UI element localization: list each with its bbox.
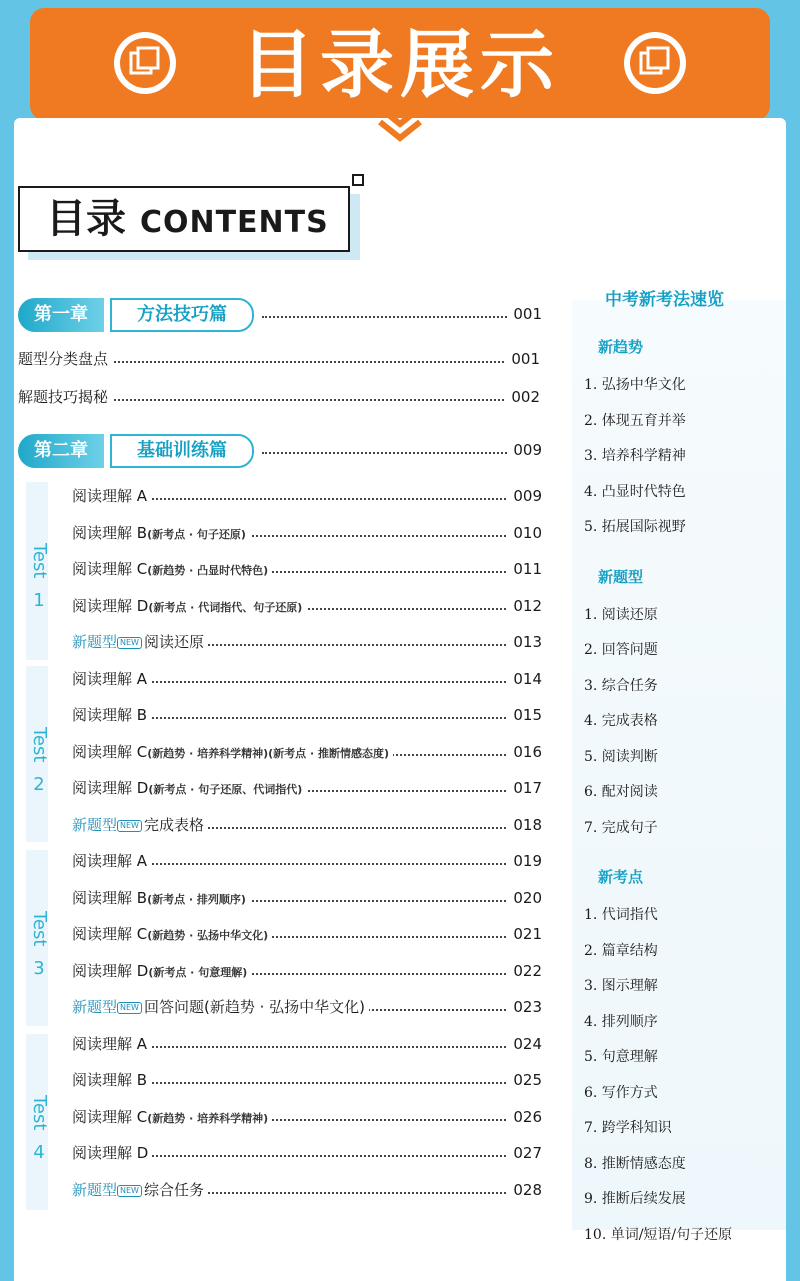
toc-row-page: 027 — [507, 1140, 542, 1166]
chapter-pill: 第一章 — [18, 298, 104, 332]
toc-row[interactable] — [72, 1031, 542, 1057]
toc-row-label — [72, 885, 250, 913]
toc-row-page: 018 — [507, 812, 542, 838]
contents-heading-en: CONTENTS — [139, 205, 329, 240]
toc-row-page: 012 — [507, 593, 542, 619]
toc-row-label — [72, 958, 251, 986]
toc-row-title: 阅读理解 D — [72, 597, 149, 615]
sidebar-item: 10. 单词/短语/句子还原 — [584, 1226, 733, 1243]
sidebar-item: 4. 完成表格 — [584, 713, 658, 729]
toc-row-note: 阅读还原 — [143, 633, 204, 651]
sidebar-group-head: 新题型 — [598, 567, 644, 586]
sidebar-group-head: 新趋势 — [598, 338, 644, 356]
toc-row[interactable] — [72, 921, 542, 947]
chapter-page: 001 — [507, 301, 542, 327]
toc-row-label — [72, 739, 393, 767]
sidebar-item: 9. 推断后续发展 — [584, 1191, 686, 1207]
toc-row-page: 015 — [507, 702, 542, 728]
toc-row-page: 021 — [507, 921, 542, 947]
toc-row-title: 新题型 — [72, 998, 118, 1016]
test-word: Test — [29, 911, 50, 947]
toc-row-title: 阅读理解 B — [72, 889, 148, 907]
toc-row-page: 028 — [507, 1177, 542, 1203]
banner-title: 目录展示 — [240, 22, 560, 108]
test-label — [22, 906, 56, 980]
chapter-name: 基础训练篇 — [110, 434, 254, 468]
sidebar-item: 5. 拓展国际视野 — [584, 519, 686, 535]
toc-row-page: 011 — [507, 556, 542, 582]
toc-row-label — [72, 994, 369, 1020]
toc-row-page: 024 — [507, 1031, 542, 1057]
toc-row[interactable] — [72, 739, 542, 765]
toc-row-note: (新考点 · 句意理解) — [148, 966, 248, 979]
toc-row[interactable] — [72, 848, 542, 874]
toc-row[interactable] — [72, 775, 542, 801]
sidebar-item: 4. 排列顺序 — [584, 1013, 658, 1030]
dotted-leader — [262, 452, 542, 454]
toc-row-page: 010 — [507, 520, 542, 546]
toc-row[interactable] — [18, 346, 540, 372]
toc-row-title: 阅读理解 A — [72, 1035, 148, 1053]
toc-row-label — [72, 1104, 272, 1132]
toc-row[interactable] — [72, 556, 542, 582]
toc-row-title: 阅读理解 D — [72, 1144, 149, 1162]
test-number: 2 — [33, 774, 45, 795]
sidebar-item: 7. 跨学科知识 — [584, 1120, 672, 1136]
contents-heading — [18, 186, 350, 252]
toc-row-label — [72, 593, 306, 621]
test-word: Test — [29, 1095, 50, 1131]
corner-square — [352, 174, 364, 186]
toc-row-page: 014 — [507, 666, 542, 692]
sidebar-item: 2. 篇章结构 — [584, 942, 658, 959]
sidebar-item: 1. 弘扬中华文化 — [584, 377, 686, 393]
chevron-down-icon — [376, 104, 424, 144]
toc-row-page: 019 — [507, 848, 542, 874]
toc-row-title: 阅读理解 C — [72, 560, 148, 578]
toc-row-title: 阅读理解 A — [72, 852, 148, 870]
toc-row-label: 解题技巧揭秘 — [18, 384, 112, 410]
toc-row-label — [72, 1177, 208, 1203]
document-icon-right — [624, 32, 686, 94]
dotted-leader — [262, 316, 542, 318]
toc-row-label — [72, 921, 272, 949]
toc-row-title: 阅读理解 C — [72, 925, 148, 943]
toc-row[interactable] — [72, 1140, 542, 1166]
new-icon: NEW — [117, 637, 142, 649]
toc-row-title: 阅读理解 A — [72, 487, 148, 505]
toc-row-label — [72, 702, 151, 728]
sidebar-item: 2. 回答问题 — [584, 642, 658, 658]
toc-row-note: (新趋势 · 凸显时代特色) — [147, 564, 269, 577]
toc-row-title: 新题型 — [72, 633, 118, 651]
toc-row-label — [72, 775, 306, 803]
toc-row-label — [72, 520, 250, 548]
toc-row-page: 022 — [507, 958, 542, 984]
toc-row-title: 阅读理解 B — [72, 706, 148, 724]
test-word: Test — [29, 543, 50, 579]
chapter-pill: 第二章 — [18, 434, 104, 468]
toc-row[interactable] — [72, 666, 542, 692]
sidebar-item: 1. 代词指代 — [584, 907, 658, 923]
toc-row[interactable] — [72, 520, 542, 546]
test-number: 4 — [33, 1142, 45, 1163]
toc-row-label — [72, 848, 151, 874]
toc-row-title: 阅读理解 C — [72, 743, 148, 761]
toc-row-label — [72, 556, 272, 584]
toc-row-page: 017 — [507, 775, 542, 801]
contents-heading-cn: 目录 — [46, 196, 126, 242]
new-icon: NEW — [117, 820, 142, 832]
toc-row-page: 001 — [505, 346, 540, 372]
toc-row-note: (新趋势 · 弘扬中华文化) — [147, 929, 269, 942]
sidebar-item: 7. 完成句子 — [584, 819, 658, 836]
sidebar-item: 8. 推断情感态度 — [584, 1155, 686, 1172]
toc-row-note: (新考点 · 句子还原、代词指代) — [148, 783, 303, 796]
toc-row[interactable] — [72, 994, 542, 1020]
toc-row[interactable] — [72, 593, 542, 619]
test-label — [22, 1090, 56, 1164]
toc-row[interactable] — [72, 1177, 542, 1203]
sidebar-item: 2. 体现五育并举 — [584, 412, 686, 429]
toc-row-page: 025 — [507, 1067, 542, 1093]
toc-row-note: (新考点 · 代词指代、句子还原) — [148, 601, 303, 614]
sidebar-item: 6. 配对阅读 — [584, 784, 658, 800]
toc-row-page: 023 — [507, 994, 542, 1020]
sidebar-item: 5. 阅读判断 — [584, 748, 658, 765]
toc-row-page: 016 — [507, 739, 542, 765]
sidebar-item: 4. 凸显时代特色 — [584, 483, 686, 500]
toc-row[interactable] — [72, 958, 542, 984]
sidebar-item: 6. 写作方式 — [584, 1084, 658, 1101]
toc-row-label — [72, 1140, 152, 1166]
toc-row[interactable] — [72, 702, 542, 728]
toc-row-note: 综合任务 — [143, 1181, 204, 1199]
toc-row[interactable] — [18, 384, 540, 410]
toc-row-title: 阅读理解 A — [72, 670, 148, 688]
sidebar-title: 中考新考法速览 — [605, 290, 724, 310]
new-icon: NEW — [117, 1002, 142, 1014]
toc-row-page: 020 — [507, 885, 542, 911]
toc-row-label — [72, 1031, 151, 1057]
test-label — [22, 538, 56, 612]
toc-row[interactable] — [72, 1067, 542, 1093]
test-number: 3 — [33, 958, 45, 979]
toc-row[interactable] — [72, 629, 542, 655]
test-label — [22, 722, 56, 796]
toc-row-title: 阅读理解 D — [72, 962, 149, 980]
toc-row-title: 新题型 — [72, 1181, 118, 1199]
test-word: Test — [29, 727, 50, 763]
sidebar-item: 3. 培养科学精神 — [584, 448, 686, 464]
sidebar-item: 5. 句意理解 — [584, 1049, 658, 1065]
toc-row[interactable] — [72, 1104, 542, 1130]
toc-row[interactable] — [72, 483, 542, 509]
toc-row-note: (新考点 · 排列顺序) — [147, 893, 246, 906]
test-number: 1 — [33, 590, 45, 611]
sidebar-item: 3. 图示理解 — [584, 978, 658, 994]
toc-row-note: 回答问题(新趋势 · 弘扬中华文化) — [143, 998, 365, 1016]
toc-row-page: 013 — [507, 629, 542, 655]
chapter-name: 方法技巧篇 — [110, 298, 254, 332]
toc-row-title: 阅读理解 B — [72, 524, 148, 542]
toc-row-label — [72, 629, 208, 655]
chapter-page: 009 — [507, 437, 542, 463]
toc-row-label — [72, 483, 151, 509]
toc-row-label — [72, 812, 208, 838]
toc-row-note: (新趋势 · 培养科学精神) — [147, 1112, 269, 1125]
new-icon: NEW — [117, 1185, 142, 1197]
toc-row[interactable] — [72, 812, 542, 838]
sidebar-item: 3. 综合任务 — [584, 677, 658, 694]
toc-row-title: 阅读理解 D — [72, 779, 149, 797]
toc-row-title: 新题型 — [72, 816, 118, 834]
toc-row-note: 完成表格 — [143, 816, 204, 834]
toc-row-note: (新趋势 · 培养科学精神)(新考点 · 推断情感态度) — [147, 747, 390, 760]
chapter-row[interactable] — [262, 437, 542, 463]
toc-row-note: (新考点 · 句子还原) — [147, 528, 246, 541]
toc-row-label: 题型分类盘点 — [18, 346, 112, 372]
toc-row-title: 阅读理解 B — [72, 1071, 148, 1089]
toc-row-page: 026 — [507, 1104, 542, 1130]
toc-row-page: 002 — [505, 384, 540, 410]
toc-row-label — [72, 666, 151, 692]
toc-row-label — [72, 1067, 151, 1093]
toc-row-title: 阅读理解 C — [72, 1108, 148, 1126]
toc-row[interactable] — [72, 885, 542, 911]
chapter-row[interactable] — [262, 301, 542, 327]
sidebar-item: 1. 阅读还原 — [584, 606, 658, 623]
sidebar-group-head: 新考点 — [598, 868, 644, 886]
toc-row-page: 009 — [507, 483, 542, 509]
